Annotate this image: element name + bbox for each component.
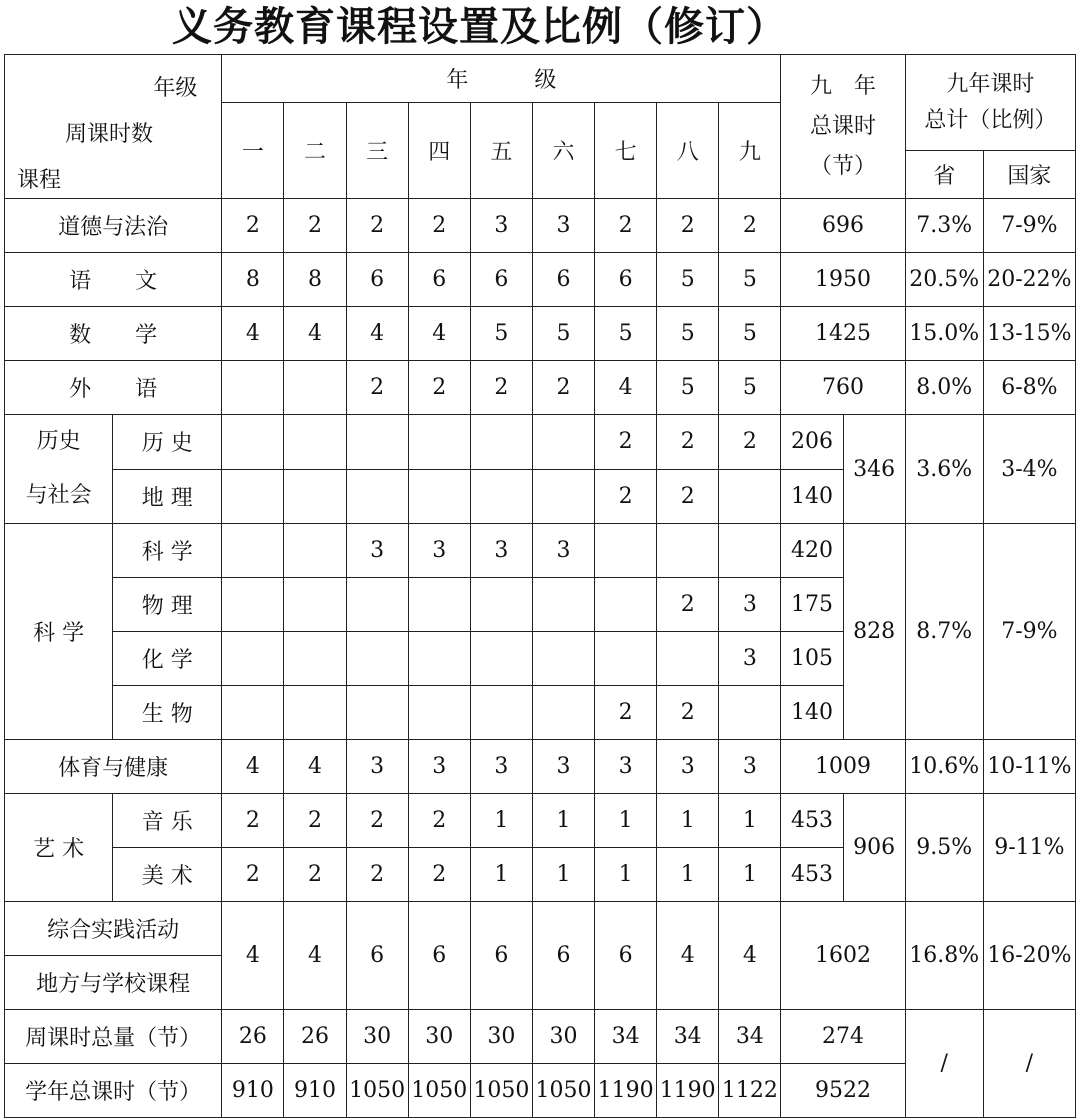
table-row xyxy=(5,1010,1076,1064)
hour-cell: 3 xyxy=(408,524,470,578)
course-group-name xyxy=(5,415,113,524)
province-ratio: 8.0% xyxy=(905,361,983,415)
group-name-line2: 与社会 xyxy=(25,483,92,508)
hour-cell: 2 xyxy=(595,415,657,470)
hour-cell xyxy=(346,469,408,524)
hour-cell: 5 xyxy=(532,307,594,361)
total-cell: 1425 xyxy=(781,307,905,361)
hour-cell: 4 xyxy=(284,902,346,1010)
hour-cell: 30 xyxy=(346,1010,408,1064)
hour-cell xyxy=(284,361,346,415)
hour-cell: 3 xyxy=(532,740,594,794)
province-ratio: 10.6% xyxy=(905,740,983,794)
table-row xyxy=(5,740,1076,794)
grade-6-header: 六 xyxy=(532,103,594,199)
table-row xyxy=(5,199,1076,253)
hour-cell: 2 xyxy=(532,361,594,415)
subtotal-cell: 175 xyxy=(781,578,843,632)
hour-cell xyxy=(284,578,346,632)
table-row xyxy=(5,307,1076,361)
hour-cell: 2 xyxy=(657,469,719,524)
hour-cell: 2 xyxy=(657,199,719,253)
hour-cell: 8 xyxy=(222,253,284,307)
course-name: 外 语 xyxy=(5,361,222,415)
hour-cell: 6 xyxy=(470,253,532,307)
hour-cell: 6 xyxy=(346,902,408,1010)
hour-cell xyxy=(719,524,781,578)
group-total-cell: 906 xyxy=(843,794,905,902)
hour-cell xyxy=(719,686,781,740)
hour-cell xyxy=(532,686,594,740)
hour-cell xyxy=(408,469,470,524)
hour-cell xyxy=(346,686,408,740)
hour-cell: 1 xyxy=(657,848,719,902)
hour-cell: 2 xyxy=(719,415,781,470)
group-name-line1: 历史 xyxy=(36,429,81,454)
hour-cell: 6 xyxy=(408,902,470,1010)
course-name: 学年总课时（节） xyxy=(5,1064,222,1118)
hour-cell: 2 xyxy=(719,199,781,253)
hour-cell: 6 xyxy=(346,253,408,307)
hour-cell: 2 xyxy=(595,469,657,524)
nine-year-total-line1: 九 年 xyxy=(810,73,877,99)
province-ratio: 8.7% xyxy=(905,524,983,740)
hour-cell: 1050 xyxy=(470,1064,532,1118)
hour-cell xyxy=(346,415,408,470)
grade-7-header: 七 xyxy=(595,103,657,199)
grade-5-header: 五 xyxy=(470,103,532,199)
table-row xyxy=(5,253,1076,307)
course-name: 数 学 xyxy=(5,307,222,361)
hour-cell: 3 xyxy=(719,632,781,686)
hour-cell: 1 xyxy=(719,848,781,902)
hour-cell: 2 xyxy=(284,794,346,848)
hour-cell: 1 xyxy=(470,794,532,848)
hour-cell: 3 xyxy=(346,740,408,794)
page-title: 义务教育课程设置及比例（修订） xyxy=(172,4,787,50)
ratio-province-header: 省 xyxy=(905,151,983,199)
grade-3-header: 三 xyxy=(346,103,408,199)
hour-cell: 910 xyxy=(222,1064,284,1118)
hour-cell: 5 xyxy=(595,307,657,361)
hour-cell: 4 xyxy=(346,307,408,361)
province-ratio: 9.5% xyxy=(905,794,983,902)
course-name: 体育与健康 xyxy=(5,740,222,794)
course-name: 综合实践活动 xyxy=(5,902,222,956)
national-ratio: / xyxy=(983,1010,1075,1118)
total-cell: 1009 xyxy=(781,740,905,794)
hour-cell xyxy=(284,524,346,578)
hour-cell xyxy=(284,469,346,524)
hour-cell: 4 xyxy=(657,902,719,1010)
hour-cell: 34 xyxy=(719,1010,781,1064)
hour-cell: 34 xyxy=(595,1010,657,1064)
hour-cell xyxy=(408,686,470,740)
national-ratio: 3-4% xyxy=(983,415,1075,524)
hour-cell: 2 xyxy=(222,199,284,253)
table-row xyxy=(5,524,1076,578)
hour-cell: 4 xyxy=(595,361,657,415)
hour-cell xyxy=(657,524,719,578)
hour-cell: 3 xyxy=(532,199,594,253)
course-name: 音 乐 xyxy=(113,794,222,848)
hour-cell xyxy=(222,632,284,686)
hour-cell: 5 xyxy=(657,361,719,415)
hour-cell: 26 xyxy=(222,1010,284,1064)
hour-cell: 2 xyxy=(657,578,719,632)
hour-cell: 34 xyxy=(657,1010,719,1064)
table-row xyxy=(5,902,1076,956)
hour-cell: 1 xyxy=(532,794,594,848)
subtotal-cell: 453 xyxy=(781,794,843,848)
course-name: 物 理 xyxy=(113,578,222,632)
hour-cell xyxy=(284,686,346,740)
national-ratio: 20-22% xyxy=(983,253,1075,307)
hour-cell: 3 xyxy=(657,740,719,794)
hour-cell: 4 xyxy=(222,740,284,794)
hour-cell: 3 xyxy=(595,740,657,794)
hour-cell: 4 xyxy=(284,307,346,361)
hour-cell: 2 xyxy=(408,794,470,848)
hour-cell: 4 xyxy=(408,307,470,361)
hour-cell: 1122 xyxy=(719,1064,781,1118)
course-name: 化 学 xyxy=(113,632,222,686)
curriculum-table xyxy=(4,54,1076,1118)
hour-cell: 2 xyxy=(346,361,408,415)
hour-cell: 6 xyxy=(408,253,470,307)
national-ratio: 6-8% xyxy=(983,361,1075,415)
hour-cell xyxy=(532,632,594,686)
table-row xyxy=(5,794,1076,848)
hour-cell: 1 xyxy=(719,794,781,848)
hour-cell: 3 xyxy=(719,578,781,632)
hour-cell: 1 xyxy=(657,794,719,848)
hour-cell xyxy=(222,361,284,415)
hour-cell xyxy=(408,578,470,632)
hour-cell: 4 xyxy=(284,740,346,794)
total-cell: 696 xyxy=(781,199,905,253)
province-ratio: 3.6% xyxy=(905,415,983,524)
hour-cell xyxy=(532,578,594,632)
hour-cell: 5 xyxy=(657,307,719,361)
hour-cell xyxy=(346,578,408,632)
hour-cell: 30 xyxy=(470,1010,532,1064)
hour-cell: 1050 xyxy=(346,1064,408,1118)
hour-cell: 6 xyxy=(595,902,657,1010)
hour-cell: 30 xyxy=(532,1010,594,1064)
hour-cell xyxy=(470,415,532,470)
province-ratio: 16.8% xyxy=(905,902,983,1010)
course-group-name: 艺 术 xyxy=(5,794,113,902)
hour-cell: 2 xyxy=(657,686,719,740)
grade-group-header: 年 级 xyxy=(222,55,781,103)
hour-cell: 2 xyxy=(408,848,470,902)
hour-cell xyxy=(222,578,284,632)
hour-cell: 3 xyxy=(532,524,594,578)
group-total-cell: 346 xyxy=(843,415,905,524)
grade-1-header: 一 xyxy=(222,103,284,199)
hour-cell: 6 xyxy=(532,902,594,1010)
group-total-cell: 828 xyxy=(843,524,905,740)
hour-cell: 2 xyxy=(408,361,470,415)
hour-cell xyxy=(595,524,657,578)
ratio-national-header: 国家 xyxy=(983,151,1075,199)
hour-cell: 2 xyxy=(657,415,719,470)
course-name: 地 理 xyxy=(113,469,222,524)
ratio-header-line1: 九年课时 xyxy=(946,71,1035,97)
hour-cell: 3 xyxy=(470,524,532,578)
hour-cell xyxy=(222,415,284,470)
national-ratio: 9-11% xyxy=(983,794,1075,902)
hour-cell xyxy=(532,469,594,524)
course-group-name: 科 学 xyxy=(5,524,113,740)
hour-cell: 5 xyxy=(719,307,781,361)
hour-cell: 2 xyxy=(222,794,284,848)
hour-cell: 910 xyxy=(284,1064,346,1118)
hour-cell xyxy=(284,415,346,470)
hour-cell: 2 xyxy=(346,848,408,902)
hour-cell: 4 xyxy=(222,307,284,361)
subtotal-cell: 206 xyxy=(781,415,843,470)
hour-cell: 26 xyxy=(284,1010,346,1064)
course-name: 语 文 xyxy=(5,253,222,307)
hour-cell: 1 xyxy=(595,848,657,902)
course-name: 科 学 xyxy=(113,524,222,578)
province-ratio: / xyxy=(905,1010,983,1118)
hour-cell: 6 xyxy=(595,253,657,307)
hour-cell xyxy=(470,686,532,740)
grade-2-header: 二 xyxy=(284,103,346,199)
hour-cell: 2 xyxy=(595,199,657,253)
nine-year-total-line2: 总课时 xyxy=(810,113,877,139)
hour-cell xyxy=(408,632,470,686)
hour-cell: 3 xyxy=(346,524,408,578)
hour-cell xyxy=(222,469,284,524)
hour-cell xyxy=(719,469,781,524)
total-cell: 1602 xyxy=(781,902,905,1010)
total-cell: 1950 xyxy=(781,253,905,307)
hour-cell: 2 xyxy=(408,199,470,253)
subtotal-cell: 453 xyxy=(781,848,843,902)
hour-cell xyxy=(657,632,719,686)
hour-cell: 6 xyxy=(532,253,594,307)
subtotal-cell: 140 xyxy=(781,686,843,740)
hour-cell: 1 xyxy=(470,848,532,902)
table-row xyxy=(5,361,1076,415)
hour-cell: 2 xyxy=(470,361,532,415)
ratio-header-line2: 总计（比例） xyxy=(924,107,1057,133)
hour-cell: 1 xyxy=(595,794,657,848)
hour-cell: 3 xyxy=(719,740,781,794)
hour-cell: 2 xyxy=(346,794,408,848)
course-name: 周课时总量（节） xyxy=(5,1010,222,1064)
hour-cell: 2 xyxy=(284,199,346,253)
national-ratio: 16-20% xyxy=(983,902,1075,1010)
grade-4-header: 四 xyxy=(408,103,470,199)
hour-cell: 2 xyxy=(595,686,657,740)
total-cell: 760 xyxy=(781,361,905,415)
hour-cell: 3 xyxy=(408,740,470,794)
course-name: 道德与法治 xyxy=(5,199,222,253)
hour-cell xyxy=(470,578,532,632)
hour-cell: 6 xyxy=(470,902,532,1010)
hour-cell: 1 xyxy=(532,848,594,902)
hour-cell xyxy=(284,632,346,686)
hour-cell: 3 xyxy=(470,740,532,794)
hour-cell xyxy=(532,415,594,470)
nine-year-total-header xyxy=(781,55,905,199)
table-row xyxy=(5,415,1076,470)
corner-hours-label: 周课时数 xyxy=(65,122,154,147)
hour-cell: 4 xyxy=(719,902,781,1010)
grade-8-header: 八 xyxy=(657,103,719,199)
hour-cell xyxy=(595,632,657,686)
hour-cell: 2 xyxy=(284,848,346,902)
header-corner-cell xyxy=(5,55,222,199)
province-ratio: 15.0% xyxy=(905,307,983,361)
province-ratio: 20.5% xyxy=(905,253,983,307)
hour-cell: 8 xyxy=(284,253,346,307)
course-name: 地方与学校课程 xyxy=(5,956,222,1010)
course-name: 美 术 xyxy=(113,848,222,902)
hour-cell xyxy=(222,524,284,578)
national-ratio: 7-9% xyxy=(983,524,1075,740)
ratio-header xyxy=(905,55,1075,151)
hour-cell xyxy=(346,632,408,686)
national-ratio: 7-9% xyxy=(983,199,1075,253)
national-ratio: 13-15% xyxy=(983,307,1075,361)
hour-cell xyxy=(470,469,532,524)
hour-cell xyxy=(408,415,470,470)
hour-cell xyxy=(470,632,532,686)
subtotal-cell: 140 xyxy=(781,469,843,524)
national-ratio: 10-11% xyxy=(983,740,1075,794)
nine-year-total-line3: （节） xyxy=(810,153,877,179)
subtotal-cell: 420 xyxy=(781,524,843,578)
hour-cell: 1190 xyxy=(595,1064,657,1118)
hour-cell: 5 xyxy=(719,361,781,415)
hour-cell: 5 xyxy=(657,253,719,307)
corner-grade-label: 年级 xyxy=(153,76,198,101)
subtotal-cell: 105 xyxy=(781,632,843,686)
hour-cell: 1050 xyxy=(532,1064,594,1118)
hour-cell: 30 xyxy=(408,1010,470,1064)
hour-cell: 3 xyxy=(470,199,532,253)
hour-cell xyxy=(595,578,657,632)
grade-9-header: 九 xyxy=(719,103,781,199)
course-name: 历 史 xyxy=(113,415,222,470)
total-cell: 9522 xyxy=(781,1064,905,1118)
hour-cell: 1190 xyxy=(657,1064,719,1118)
hour-cell: 5 xyxy=(719,253,781,307)
hour-cell: 4 xyxy=(222,902,284,1010)
hour-cell: 5 xyxy=(470,307,532,361)
hour-cell: 2 xyxy=(222,848,284,902)
hour-cell: 2 xyxy=(346,199,408,253)
hour-cell: 1050 xyxy=(408,1064,470,1118)
province-ratio: 7.3% xyxy=(905,199,983,253)
course-name: 生 物 xyxy=(113,686,222,740)
total-cell: 274 xyxy=(781,1010,905,1064)
corner-course-label: 课程 xyxy=(17,168,62,193)
hour-cell xyxy=(222,686,284,740)
